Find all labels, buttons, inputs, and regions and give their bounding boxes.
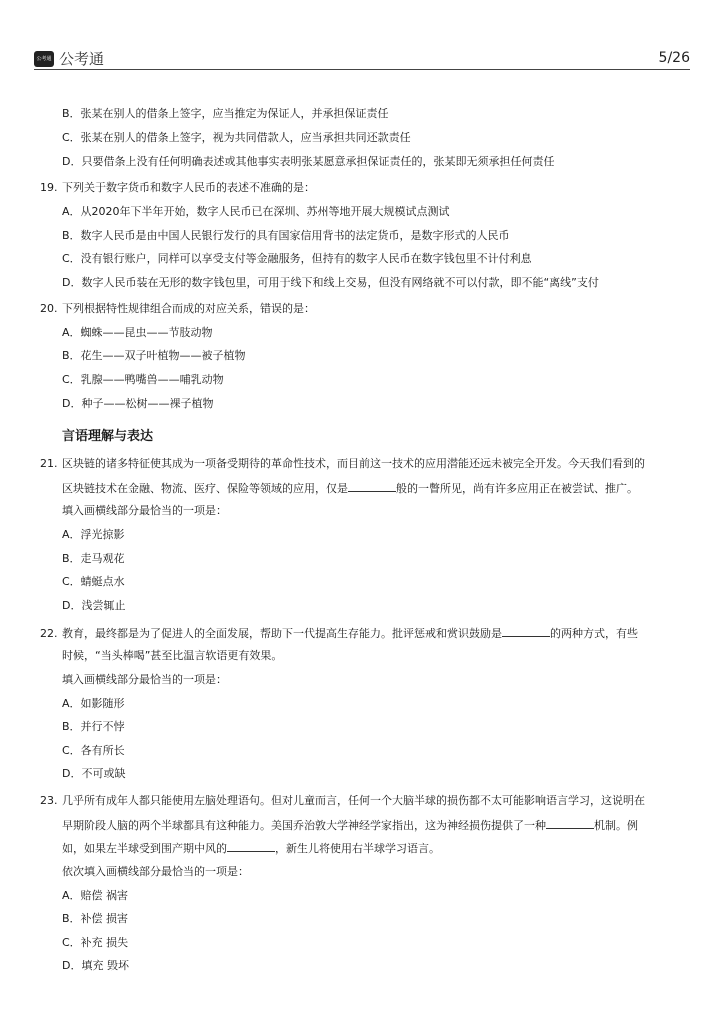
- q22-option-d: D．不可或缺: [62, 767, 126, 780]
- q23-stem-line1: 23. 几乎所有成年人都只能使用左脑处理语句。但对儿童而言，任何一个大脑半球的损伤都不太可能影响语言学习，这说明在: [40, 794, 645, 807]
- q18-option-d: D．只要借条上没有任何明确表述或其他事实表明张某愿意承担保证责任的，张某即无须承担任何责任: [62, 155, 555, 168]
- q21-number: 21.: [40, 457, 58, 470]
- q22-stem-line2: 时候，“当头棒喝”甚至比温言软语更有效果。: [62, 649, 283, 662]
- q23-blank-1: [546, 818, 594, 829]
- page-number: 5/26: [658, 50, 690, 66]
- q23-prompt: 依次填入画横线部分最恰当的一项是：: [62, 865, 249, 878]
- q18-option-b: B．张某在别人的借条上签字，应当推定为保证人，并承担保证责任: [62, 107, 389, 120]
- q21-prompt: 填入画横线部分最恰当的一项是：: [62, 504, 227, 517]
- brand-logo-icon: 公考通: [34, 51, 54, 67]
- q22-stem-line1: 22. 教育，最终都是为了促进人的全面发展，帮助下一代提高生存能力。批评惩戒和赏识鼓励是 的两种方式，有些: [40, 627, 638, 640]
- q18-option-c: C．张某在别人的借条上签字，视为共同借款人，应当承担共同还款责任: [62, 131, 411, 144]
- brand-logo: [34, 48, 104, 69]
- q20-option-b: B．花生——双子叶植物——被子植物: [62, 349, 246, 362]
- q21-option-c: C．蜻蜓点水: [62, 575, 125, 588]
- q23-stem-line3: 如，如果左半球受到围产期中风的 ，新生儿将使用右半球学习语言。: [62, 842, 440, 855]
- q19-stem: [40, 181, 315, 195]
- q20-number: 20.: [40, 302, 58, 315]
- q19-option-c: C．没有银行账户，同样可以享受支付等金融服务，但持有的数字人民币在数字钱包里不计付利息: [62, 252, 532, 265]
- q22-prompt: 填入画横线部分最恰当的一项是：: [62, 673, 227, 686]
- q21-option-a: A．浮光掠影: [62, 528, 125, 541]
- q20-text: 下列根据特性规律组合而成的对应关系，错误的是：: [62, 302, 315, 315]
- q23-option-a: A．赔偿 祸害: [62, 889, 129, 902]
- q22-number: 22.: [40, 627, 58, 640]
- q20-stem: [40, 302, 315, 316]
- page-header: [34, 44, 690, 70]
- q22-option-c: C．各有所长: [62, 744, 125, 757]
- q21-stem-line1: 21. 区块链的诸多特征使其成为一项备受期待的革命性技术，而目前这一技术的应用潜能还远未被完全开发。今天我们看到的: [40, 457, 645, 470]
- q23-stem-line2: 早期阶段人脑的两个半球都具有这种能力。美国乔治敦大学神经学家指出，这为神经损伤提供了一种 机制。例: [62, 819, 638, 832]
- q19-option-a: A．从2020年下半年开始，数字人民币已在深圳、苏州等地开展大规模试点测试: [62, 205, 450, 218]
- q20-option-d: D．种子——松树——裸子植物: [62, 397, 214, 410]
- q22-option-b: B．并行不悖: [62, 720, 125, 733]
- q21-blank: [348, 481, 396, 492]
- q19-text: 下列关于数字货币和数字人民币的表述不准确的是：: [62, 181, 315, 194]
- q20-option-a: A．蜘蛛——昆虫——节肢动物: [62, 326, 213, 339]
- q21-stem-line2: 区块链技术在金融、物流、医疗、保险等领域的应用，仅是 般的一瞥所见，尚有许多应用正在被尝试、推广。: [62, 482, 638, 495]
- q23-option-c: C．补充 损失: [62, 936, 129, 949]
- q22-blank: [502, 626, 550, 637]
- q21-option-d: D．浅尝辄止: [62, 599, 126, 612]
- q23-option-b: B．补偿 损害: [62, 912, 129, 925]
- q20-option-c: C．乳腺——鸭嘴兽——哺乳动物: [62, 373, 224, 386]
- q23-option-d: D．填充 毁坏: [62, 959, 129, 972]
- header-divider: [34, 69, 690, 70]
- q19-option-b: B．数字人民币是由中国人民银行发行的具有国家信用背书的法定货币，是数字形式的人民币: [62, 229, 510, 242]
- q23-number: 23.: [40, 794, 58, 807]
- q21-option-b: B．走马观花: [62, 552, 125, 565]
- q22-option-a: A．如影随形: [62, 697, 125, 710]
- brand-name: 公考通: [59, 50, 105, 68]
- q19-option-d: D．数字人民币装在无形的数字钱包里，可用于线下和线上交易，但没有网络就不可以付款，即不能“离线”支付: [62, 276, 599, 289]
- q19-number: 19.: [40, 181, 58, 194]
- section-title: 言语理解与表达: [62, 429, 154, 444]
- q23-blank-2: [227, 841, 275, 852]
